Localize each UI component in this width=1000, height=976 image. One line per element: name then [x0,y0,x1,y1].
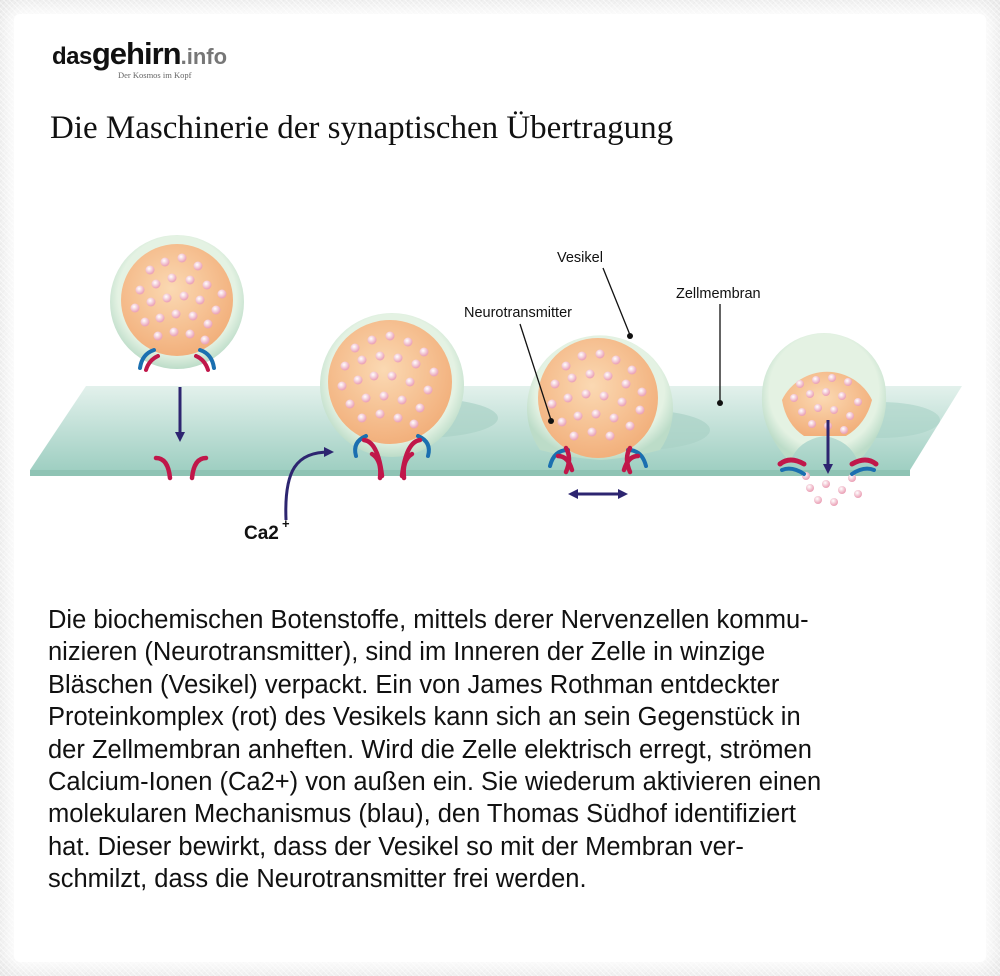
description-line: Proteinkomplex (rot) des Vesikels kann sich an sein Gegenstück in [48,703,801,732]
description-line: Calcium-Ionen (Ca2+) von außen ein. Sie wiederum aktivieren einen [48,768,822,797]
page-title: Die Maschinerie der synaptischen Übertragung [50,110,674,146]
description-line: der Zellmembran anheften. Wird die Zelle elektrisch erregt, strömen [48,735,812,764]
label-zellmembran: Zellmembran [676,286,761,302]
logo-part-das: das [52,43,92,70]
description-line: molekularen Mechanismus (blau), den Thomas Südhof identifiziert [48,800,796,829]
logo-part-gehirn: gehirn [91,36,181,71]
leader-zellmembran-dot [717,400,723,406]
vesicle-stage-4 [762,333,886,506]
leader-vesikel [603,268,630,335]
description-line: Bläschen (Vesikel) verpackt. Ein von James Rothman entdeckter [48,670,780,699]
description-line: nizieren (Neurotransmitter), sind im Inneren der Zelle in winzige [48,638,766,667]
description-line: schmilzt, dass die Neurotransmitter frei werden. [48,865,587,894]
description-text [48,604,978,896]
description-line: Die biochemischen Botenstoffe, mittels derer Nervenzellen kommu- [48,606,809,634]
leader-neurotransmitter-dot [548,418,554,424]
logo-part-info: .info [180,44,228,69]
calcium-charge-label: + [282,516,290,531]
label-vesikel: Vesikel [557,250,603,266]
vesicle-stage-1 [110,235,244,370]
vesicle-stage-3 [527,335,673,472]
calcium-label: Ca2 [244,523,279,544]
leader-vesikel-dot [627,333,633,339]
label-neurotransmitter: Neurotransmitter [464,305,572,321]
logo-tagline: Der Kosmos im Kopf [118,70,192,80]
description-line: hat. Dieser bewirkt, dass der Vesikel so mit der Membran ver- [48,832,744,861]
